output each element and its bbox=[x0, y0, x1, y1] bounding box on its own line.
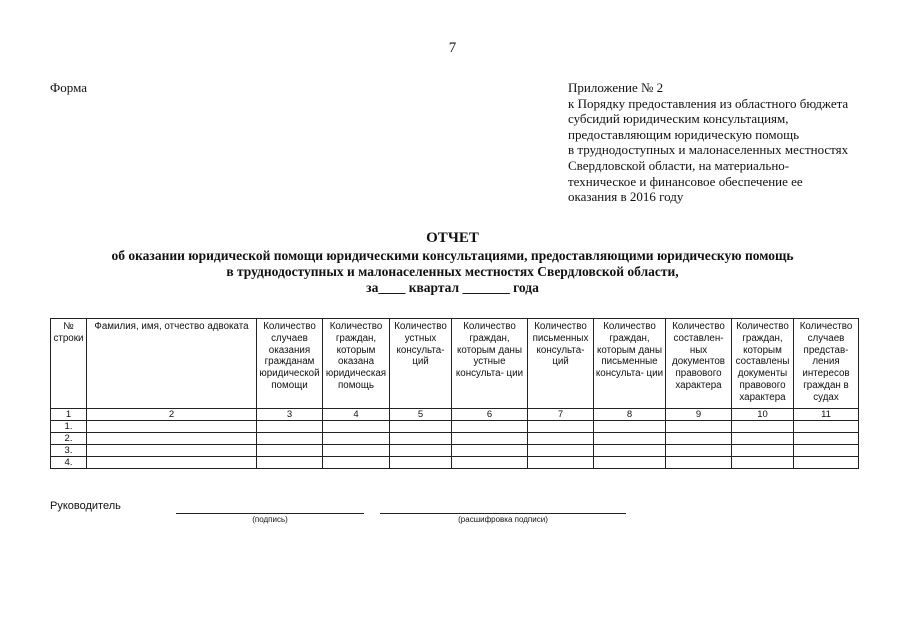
table-cell bbox=[257, 421, 323, 433]
table-cell bbox=[87, 433, 257, 445]
table-cell bbox=[390, 433, 452, 445]
table-cell bbox=[257, 445, 323, 457]
report-period-line: за____ квартал _______ года bbox=[366, 280, 539, 295]
page-number: 7 bbox=[448, 40, 457, 56]
table-cell bbox=[452, 445, 528, 457]
table-cell bbox=[452, 433, 528, 445]
column-number: 7 bbox=[528, 409, 594, 421]
signature-decode-line[interactable] bbox=[380, 513, 626, 514]
table-cell bbox=[323, 457, 390, 469]
appendix-line: техническое и финансовое обеспечение ее bbox=[568, 173, 803, 189]
table-row bbox=[51, 445, 859, 457]
signature-decode-caption: (расшифровка подписи) bbox=[458, 515, 548, 524]
appendix-line: Приложение № 2 bbox=[568, 80, 664, 95]
signature-caption: (подпись) bbox=[252, 515, 288, 524]
table-cell bbox=[323, 433, 390, 445]
report-title: ОТЧЕТ bbox=[426, 230, 479, 246]
column-number: 1 bbox=[51, 409, 87, 421]
column-number-row bbox=[51, 409, 859, 421]
table-cell bbox=[794, 457, 859, 469]
column-number: 5 bbox=[390, 409, 452, 421]
table-cell bbox=[666, 421, 732, 433]
signature-label: Руководитель bbox=[50, 500, 121, 512]
report-subtitle-line: об оказании юридической помощи юридическими консультациями, предоставляющими юридическую помощь bbox=[111, 248, 794, 263]
table-cell bbox=[390, 421, 452, 433]
column-header: Количество случаев оказания гражданам юридической помощи bbox=[257, 319, 323, 409]
table-cell bbox=[666, 433, 732, 445]
column-number: 2 bbox=[87, 409, 257, 421]
table-cell bbox=[594, 445, 666, 457]
column-header: Количество граждан, которым оказана юридическая помощь bbox=[323, 319, 390, 409]
signature-block bbox=[50, 500, 650, 530]
column-header: Количество граждан, которым составлены документы правового характера bbox=[732, 319, 794, 409]
report-heading bbox=[0, 230, 905, 296]
appendix-line: субсидий юридическим консультациям, bbox=[568, 111, 789, 127]
table-cell bbox=[528, 421, 594, 433]
column-number: 8 bbox=[594, 409, 666, 421]
table-cell bbox=[666, 457, 732, 469]
table-cell bbox=[257, 457, 323, 469]
table-cell bbox=[594, 421, 666, 433]
table-cell bbox=[594, 457, 666, 469]
table-cell bbox=[528, 433, 594, 445]
table-cell bbox=[732, 445, 794, 457]
column-number: 10 bbox=[732, 409, 794, 421]
table-cell bbox=[732, 421, 794, 433]
column-number: 3 bbox=[257, 409, 323, 421]
table-header-row bbox=[51, 319, 859, 409]
column-number: 9 bbox=[666, 409, 732, 421]
row-number: 3. bbox=[51, 445, 87, 457]
column-header: № строки bbox=[51, 319, 87, 409]
table-row bbox=[51, 421, 859, 433]
table-cell bbox=[87, 421, 257, 433]
table-row bbox=[51, 457, 859, 469]
table-cell bbox=[528, 457, 594, 469]
table-cell bbox=[732, 433, 794, 445]
column-header: Фамилия, имя, отчество адвоката bbox=[87, 319, 257, 409]
appendix-line: оказания в 2016 году bbox=[568, 189, 684, 205]
table-row bbox=[51, 433, 859, 445]
table-cell bbox=[257, 433, 323, 445]
column-header: Количество письменных консульта- ций bbox=[528, 319, 594, 409]
table-cell bbox=[666, 445, 732, 457]
table-cell bbox=[390, 445, 452, 457]
table-cell bbox=[390, 457, 452, 469]
column-number: 6 bbox=[452, 409, 528, 421]
table-cell bbox=[87, 445, 257, 457]
table-cell bbox=[794, 445, 859, 457]
column-header: Количество составлен- ных документов правового характера bbox=[666, 319, 732, 409]
appendix-line: Свердловской области, на материально- bbox=[568, 157, 790, 173]
column-header: Количество граждан, которым даны устные консульта- ции bbox=[452, 319, 528, 409]
appendix-block bbox=[568, 80, 888, 205]
column-header: Количество устных консульта- ций bbox=[390, 319, 452, 409]
row-number: 2. bbox=[51, 433, 87, 445]
report-subtitle-line: в труднодоступных и малонаселенных местностях Свердловской области, bbox=[226, 264, 679, 279]
row-number: 1. bbox=[51, 421, 87, 433]
table-cell bbox=[323, 421, 390, 433]
form-label: Форма bbox=[50, 80, 87, 95]
row-number: 4. bbox=[51, 457, 87, 469]
appendix-line: предоставляющим юридическую помощь bbox=[568, 126, 800, 142]
table-cell bbox=[794, 433, 859, 445]
appendix-line: к Порядку предоставления из областного бюджета bbox=[568, 95, 849, 111]
column-number: 4 bbox=[323, 409, 390, 421]
table-cell bbox=[794, 421, 859, 433]
table-cell bbox=[732, 457, 794, 469]
column-number: 11 bbox=[794, 409, 859, 421]
table-cell bbox=[528, 445, 594, 457]
signature-line[interactable] bbox=[176, 513, 364, 514]
column-header: Количество граждан, которым даны письменные консульта- ции bbox=[594, 319, 666, 409]
table-cell bbox=[452, 421, 528, 433]
column-header: Количество случаев представ- ления интересов граждан в судах bbox=[794, 319, 859, 409]
table-cell bbox=[87, 457, 257, 469]
appendix-line: в труднодоступных и малонаселенных местностях bbox=[568, 142, 849, 158]
table-cell bbox=[452, 457, 528, 469]
report-table bbox=[50, 318, 859, 469]
table-cell bbox=[594, 433, 666, 445]
table-cell bbox=[323, 445, 390, 457]
